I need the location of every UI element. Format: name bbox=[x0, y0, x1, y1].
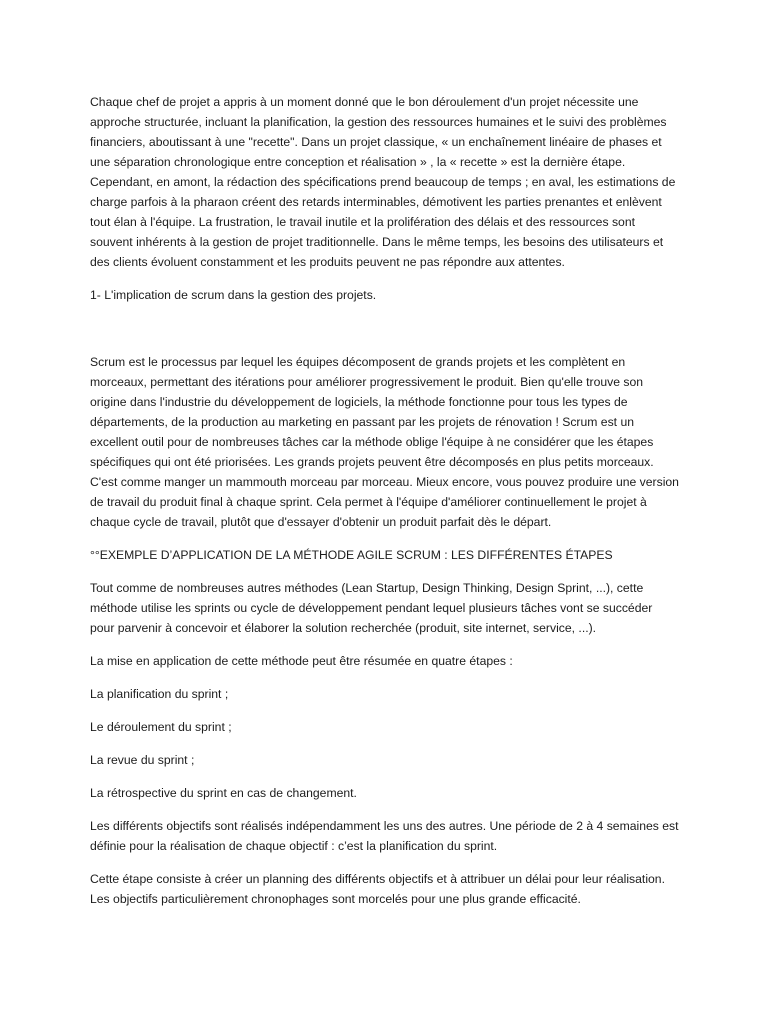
document-body bbox=[90, 92, 680, 922]
planning-paragraph: Cette étape consiste à créer un planning des différents objectifs et à attribuer un délai pour leur réalisation. Les objectifs particulièrement chronophages sont morcelés pour une plus grande efficacité. bbox=[90, 872, 665, 906]
section-heading-example: °°EXEMPLE D’APPLICATION DE LA MÉTHODE AGILE SCRUM : LES DIFFÉRENTES ÉTAPES bbox=[90, 548, 613, 562]
section-heading-scrum: 1- L'implication de scrum dans la gestion des projets. bbox=[90, 288, 377, 302]
methods-paragraph: Tout comme de nombreuses autres méthodes (Lean Startup, Design Thinking, Design Sprint, ...), cette méthode utilise les sprints ou cycle de développement pendant lequel plusieurs tâches vont se succéder pour parvenir à concevoir et élaborer la solution recherchée (produit, site internet, service, ...). bbox=[90, 581, 653, 635]
step-item-retrospective: La rétrospective du sprint en cas de changement. bbox=[90, 786, 357, 800]
scrum-paragraph: Scrum est le processus par lequel les équipes décomposent de grands projets et les complètent en morceaux, permettant des itérations pour améliorer progressivement le produit. Bien qu'elle trouve son origine dans l'industrie du développement de logiciels, la méthode fonctionne pour tous les types de départements, de la production au marketing en passant par les projets de rénovation ! Scrum est un excellent outil pour de nombreuses tâches car la méthode oblige l'équipe à ne considérer que les étapes spécifiques qui ont été priorisées. Les grands projets peuvent être décomposés en plus petits morceaux. C'est comme manger un mammouth morceau par morceau. Mieux encore, vous pouvez produire une version de travail du produit final à chaque sprint. Cela permet à l'équipe d'améliorer continuellement le projet à chaque cycle de travail, plutôt que d'essayer d'obtenir un produit parfait dès le départ. bbox=[90, 355, 679, 529]
step-item-review: La revue du sprint ; bbox=[90, 753, 195, 767]
objectives-paragraph: Les différents objectifs sont réalisés indépendamment les uns des autres. Une période de 2 à 4 semaines est définie pour la réalisation de chaque objectif : c’est la planification du sprint. bbox=[90, 819, 679, 853]
steps-intro-paragraph: La mise en application de cette méthode peut être résumée en quatre étapes : bbox=[90, 654, 513, 668]
step-item-execution: Le déroulement du sprint ; bbox=[90, 720, 232, 734]
step-item-planning: La planification du sprint ; bbox=[90, 687, 229, 701]
intro-paragraph: Chaque chef de projet a appris à un moment donné que le bon déroulement d'un projet nécessite une approche structurée, incluant la planification, la gestion des ressources humaines et le suivi des problèmes financiers, aboutissant à une "recette". Dans un projet classique, « un enchaînement linéaire de phases et une séparation chronologique entre conception et réalisation » , la « recette » est la dernière étape. Cependant, en amont, la rédaction des spécifications prend beaucoup de temps ; en aval, les estimations de charge parfois à la pharaon créent des retards interminables, démotivent les parties prenantes et enlèvent tout élan à l'équipe. La frustration, le travail inutile et la prolifération des délais et des ressources sont souvent inhérents à la gestion de projet traditionnelle. Dans le même temps, les besoins des utilisateurs et des clients évoluent constamment et les produits peuvent ne pas répondre aux attentes. bbox=[90, 95, 676, 269]
